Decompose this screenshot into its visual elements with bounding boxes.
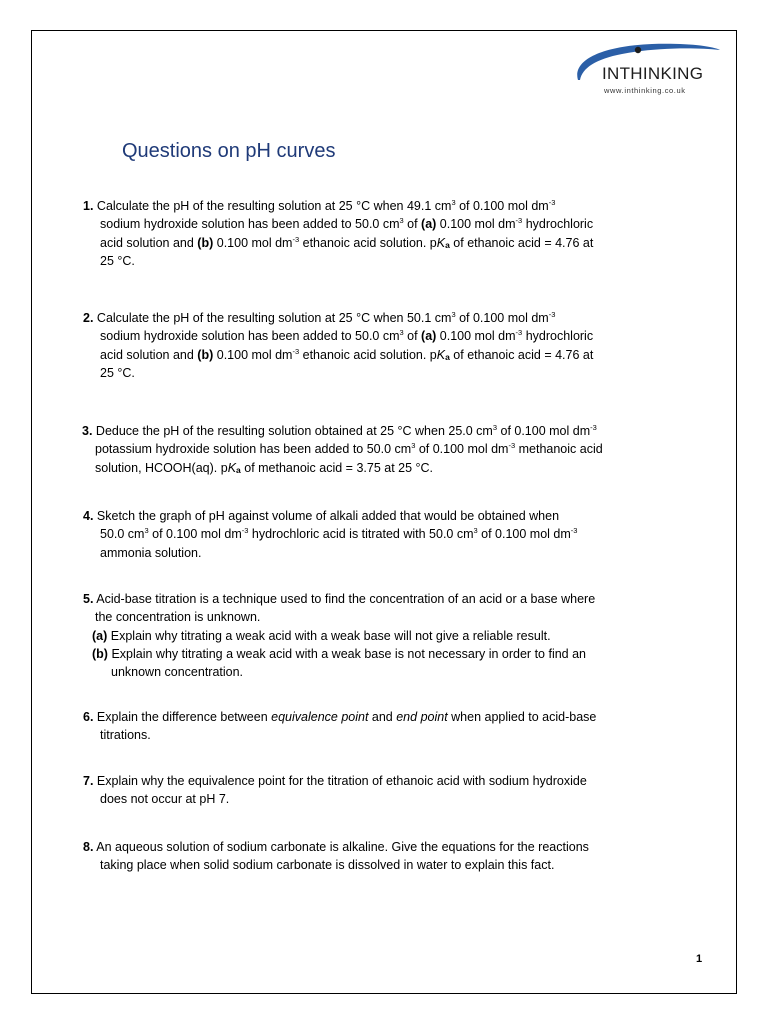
page-number: 1 <box>696 953 703 965</box>
part-label-b: (b) <box>92 646 108 661</box>
question-number: 7. <box>83 774 94 788</box>
inthinking-logo <box>572 38 722 100</box>
question-4: 4. Sketch the graph of pH against volume of alkali added that would be obtained when 50.0 $cm^3$ of 0.100 mol $dm^{-3}$ hydrochloric acid is titrated with 50.0 $cm^3$ of 0.100 mol $dm^{-3}$ ammonia solution. <box>83 509 578 560</box>
question-5: 5. Acid-base titration is a technique used to find the concentration of an acid or a base where the concentration is unknown. (a) Explain why titrating a weak acid with a weak base will not give a reliable result. (b) Explain why titrating a weak acid with a weak base is not necessary in order to find an unknown concentration. <box>83 592 596 680</box>
part-label-a: (a) <box>92 628 108 643</box>
page-title: Questions on pH curves <box>122 140 336 162</box>
question-number: 2. <box>83 311 94 325</box>
question-3: 3. Deduce the pH of the resulting solution obtained at 25 °C when 25.0 $cm^3$ of 0.100 mol $dm^{-3}$ potassium hydroxide solution has been added to 50.0 $cm^3$ of 0.100 mol $dm^{-3}$ methanoic acid solution, HCOOH(aq). $pK_a$ of methanoic acid = 3.75 at 25 °C. <box>82 423 603 475</box>
question-7: 7. Explain why the equivalence point for the titration of ethanoic acid with sodium hydroxide does not occur at pH 7. <box>83 774 587 807</box>
question-number: 4. <box>83 509 94 523</box>
question-8: 8. An aqueous solution of sodium carbonate is alkaline. Give the equations for the reactions taking place when solid sodium carbonate is dissolved in water to explain this fact. <box>83 840 589 873</box>
question-number: 8. <box>83 840 94 854</box>
question-6: 6. Explain the difference between equivalence point and end point when applied to acid-base titrations. <box>83 710 597 743</box>
question-number: 1. <box>83 199 94 213</box>
logo-url: www.inthinking.co.uk <box>604 86 686 95</box>
question-number: 6. <box>83 710 94 724</box>
question-2: 2. Calculate the pH of the resulting solution at 25 °C when 50.1 $cm^3$ of 0.100 mol $dm^{-3}$ sodium hydroxide solution has been added to 50.0 $cm^3$ of (a) 0.100 mol $dm^{-3}$ hydrochloric acid solution and (b) 0.100 mol $dm^{-3}$ ethanoic acid solution. $pK_a$ of ethanoic acid = 4.76 at 25 °C. <box>83 310 594 380</box>
question-number: 3. <box>82 424 93 438</box>
question-1: 1. Calculate the pH of the resulting solution at 25 °C when 49.1 $cm^3$ of 0.100 mol $dm^{-3}$ sodium hydroxide solution has been added to 50.0 $cm^3$ of (a) 0.100 mol $dm^{-3}$ hydrochloric acid solution and (b) 0.100 mol $dm^{-3}$ ethanoic acid solution. $pK_a$ of ethanoic acid = 4.76 at 25 °C. <box>83 198 594 268</box>
logo-name: INTHINKING <box>602 64 704 83</box>
question-number: 5. <box>83 592 94 606</box>
